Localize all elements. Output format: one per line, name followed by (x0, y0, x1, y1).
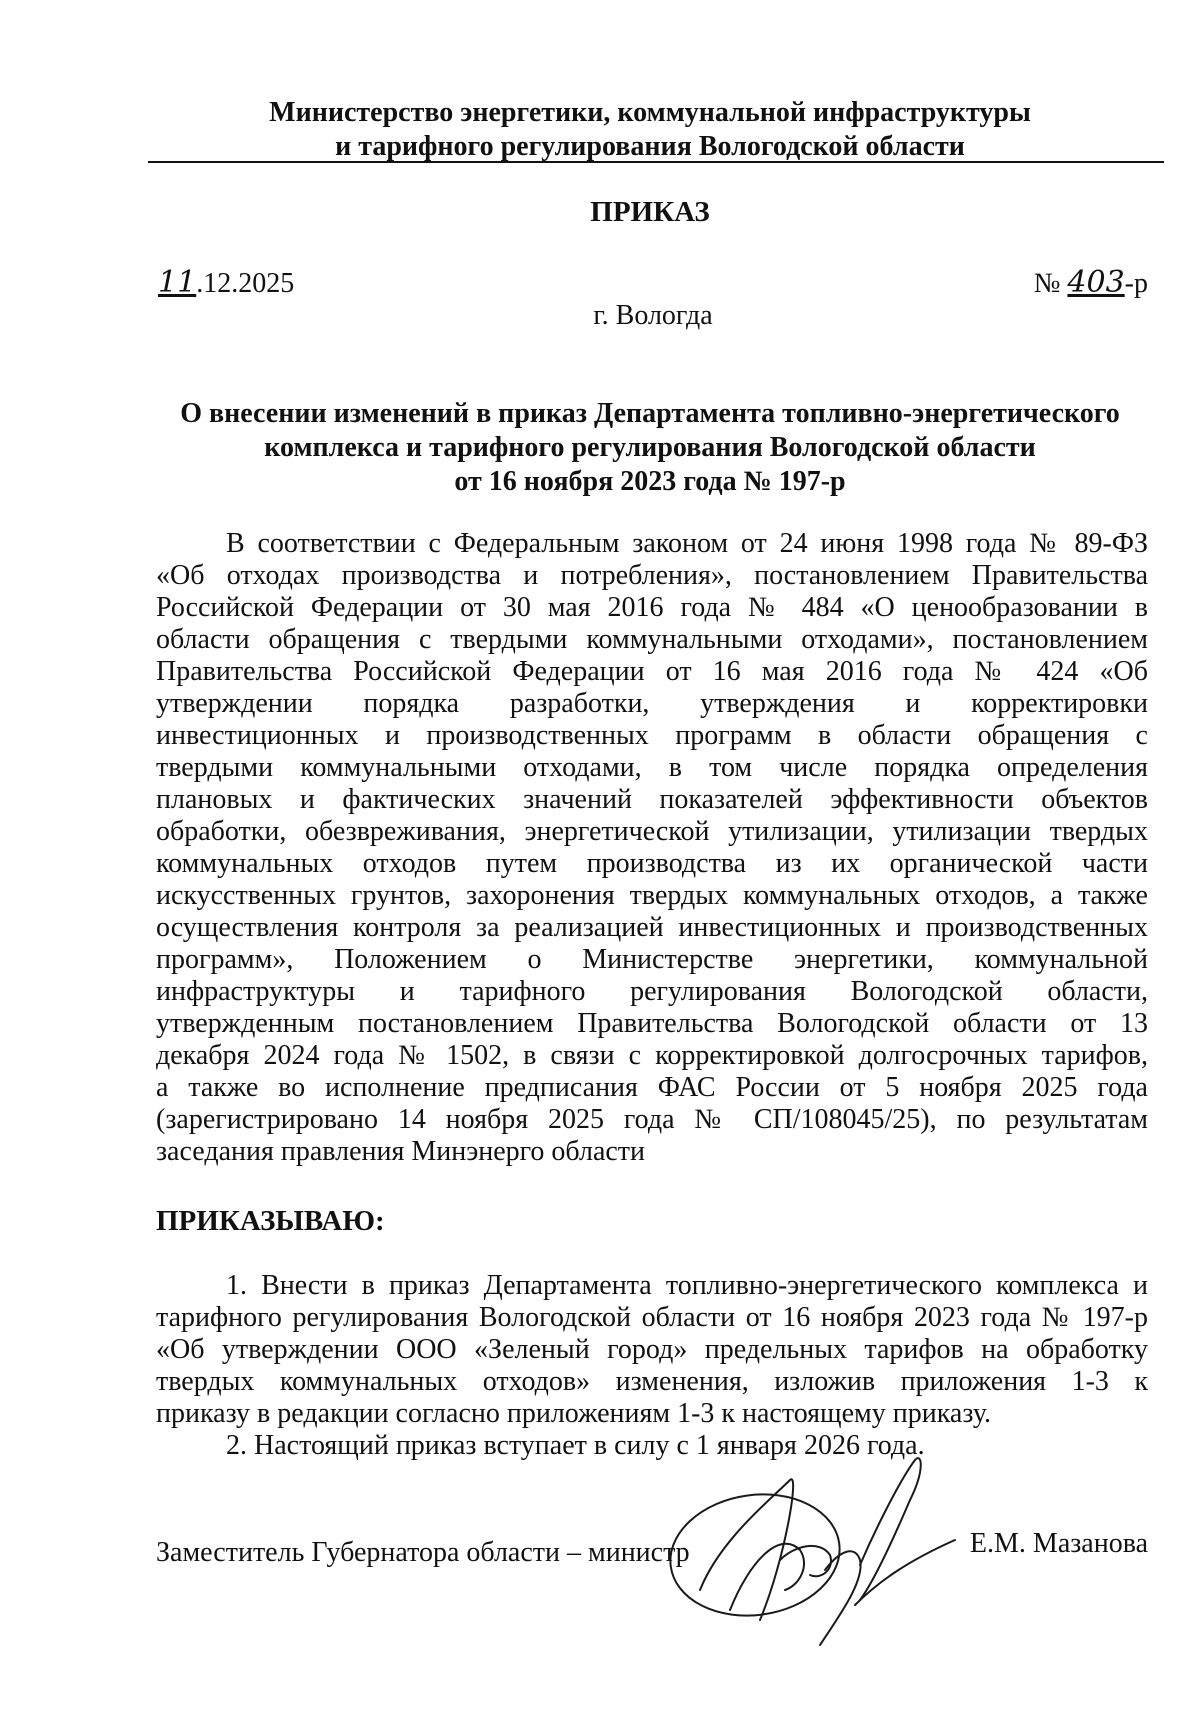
preamble-line: заседания правления Минэнерго области (156, 1136, 646, 1167)
document-number (1034, 265, 1148, 300)
preamble-line: а также во исполнение предписания ФАС России от 5 ноября 2025 года (156, 1072, 1148, 1103)
preamble-line: Правительства Российской Федерации от 16 мая 2016 года № 424 «Об (156, 656, 1148, 687)
document-title (150, 397, 1150, 499)
preamble-line: области обращения с твердыми коммунальными отходами», постановлением (156, 624, 1148, 655)
title-line-2: комплекса и тарифного регулирования Вологодской области (264, 432, 1036, 463)
item-1-line: твердых коммунальных отходов» изменения, изложив приложения 1-3 к (156, 1366, 1148, 1397)
item-1-line: 1. Внести в приказ Департамента топливно-энергетического комплекса и (226, 1270, 1148, 1301)
preamble-line: твердыми коммунальными отходами, в том числе порядка определения (156, 752, 1148, 783)
title-line-1: О внесении изменений в приказ Департамента топливно-энергетического (180, 398, 1120, 429)
order-word: ПРИКАЗЫВАЮ: (156, 1205, 385, 1237)
preamble-line: утвержденным постановлением Правительства Вологодской области от 13 (156, 1008, 1148, 1039)
preamble-line: В соответствии с Федеральным законом от 24 июня 1998 года № 89-ФЗ (226, 528, 1148, 559)
preamble-line: коммунальных отходов путем производства из их органической части (156, 848, 1148, 879)
title-line-3: от 16 ноября 2023 года № 197-р (454, 466, 846, 497)
document-date (158, 265, 294, 300)
order-items (156, 1270, 1148, 1462)
preamble-line: программ», Положением о Министерстве энергетики, коммунальной (156, 944, 1148, 975)
ministry-line-1: Министерство энергетики, коммунальной инфраструктуры (269, 97, 1031, 128)
number-prefix: № (1033, 268, 1061, 299)
preamble-line: плановых и фактических значений показателей эффективности объектов (156, 784, 1148, 815)
preamble-line: искусственных грунтов, захоронения твердых коммунальных отходов, а также (156, 880, 1148, 911)
preamble-line: инвестиционных и производственных программ в области обращения с (156, 720, 1148, 751)
preamble-line: Российской Федерации от 30 мая 2016 года № 484 «О ценообразовании в (156, 592, 1148, 623)
document-city: г. Вологда (593, 300, 713, 331)
number-suffix: -р (1124, 268, 1148, 299)
preamble-line: утверждении порядка разработки, утверждения и корректировки (156, 688, 1148, 719)
preamble-line: осуществления контроля за реализацией инвестиционных и производственных (156, 912, 1148, 943)
number-handwritten: 403 (1067, 265, 1125, 300)
preamble-paragraph (156, 528, 1148, 1168)
ministry-line-2: и тарифного регулирования Вологодской области (335, 131, 965, 162)
item-1-line: приказу в редакции согласно приложениям 1-3 к настоящему приказу. (156, 1398, 992, 1429)
preamble-line: (зарегистрировано 14 ноября 2025 года № СП/108045/25), по результатам (156, 1104, 1148, 1135)
document-type: ПРИКАЗ (590, 196, 710, 228)
signatory-position: Заместитель Губернатора области – министр (156, 1537, 690, 1568)
signatory-name: Е.М. Мазанова (969, 1528, 1148, 1559)
preamble-line: инфраструктуры и тарифного регулирования Вологодской области, (156, 976, 1148, 1007)
date-day-handwritten: 11 (158, 265, 197, 300)
item-1-line: тарифного регулирования Вологодской области от 16 ноября 2023 года № 197-р (156, 1302, 1148, 1333)
preamble-line: «Об отходах производства и потребления», постановлением Правительства (156, 560, 1148, 591)
header-divider (148, 161, 1164, 163)
handwritten-signature (660, 1440, 960, 1660)
preamble-line: декабря 2024 года № 1502, в связи с корректировкой долгосрочных тарифов, (156, 1040, 1148, 1071)
ministry-header (150, 96, 1150, 164)
date-rest: .12.2025 (196, 268, 295, 299)
preamble-line: обработки, обезвреживания, энергетической утилизации, утилизации твердых (156, 816, 1148, 847)
item-2: 2. Настоящий приказ вступает в силу с 1 января 2026 года. (226, 1430, 925, 1461)
item-1-line: «Об утверждении ООО «Зеленый город» предельных тарифов на обработку (156, 1334, 1148, 1365)
